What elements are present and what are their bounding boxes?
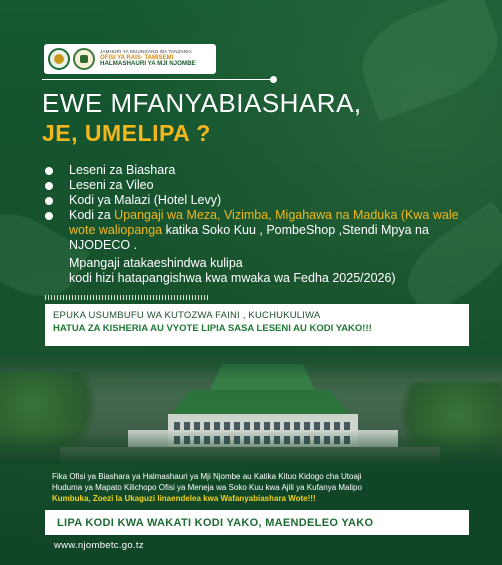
institution-header bbox=[44, 44, 216, 74]
list-item bbox=[45, 178, 465, 193]
hatch-decoration bbox=[45, 295, 210, 300]
footer-line: Fika Ofisi ya Biashara ya Halmashauri ya Mji Njombe au Katika Kituo Kidogo cha Utoaji bbox=[52, 472, 362, 481]
footer-reminder: Kumbuka, Zoezi la Ukaguzi linaendelea kwa Wafanyabiashara Wote!!! bbox=[52, 494, 316, 503]
slogan-banner bbox=[45, 510, 469, 535]
list-item-text: Kodi ya Malazi (Hotel Levy) bbox=[69, 193, 222, 207]
fee-list bbox=[45, 163, 465, 253]
footer-instructions bbox=[52, 471, 482, 504]
list-item-text: Leseni za Vileo bbox=[69, 178, 154, 192]
slogan-text: LIPA KODI KWA WAKATI KODI YAKO, MAENDELEO YAKO bbox=[57, 516, 374, 529]
header-text bbox=[100, 50, 196, 68]
note-line: Mpangaji atakaeshindwa kulipa bbox=[69, 256, 243, 270]
list-item bbox=[45, 208, 465, 253]
tenant-note bbox=[69, 256, 489, 286]
footer-line: Huduma ya Mapato Kilichopo Ofisi ya Meneja wa Soko Kuu kwa Ajili ya Kufanya Malipo bbox=[52, 483, 362, 492]
market-building-photo bbox=[0, 352, 502, 464]
warning-line: EPUKA USUMBUFU WA KUTOZWA FAINI , KUCHUKULIWA bbox=[53, 310, 321, 321]
leaf-decoration bbox=[349, 0, 502, 121]
bullet-icon bbox=[45, 182, 53, 190]
header-office: OFISI YA RAIS- TAMISEMI bbox=[100, 54, 174, 61]
list-item-text: Leseni za Biashara bbox=[69, 163, 176, 177]
header-council: HALMASHAURI YA MJI NJOMBE bbox=[100, 60, 196, 68]
warning-line-emphasis: HATUA ZA KISHERIA AU VYOTE LIPIA SASA LESENI AU KODI YAKO!!! bbox=[53, 323, 372, 334]
list-item bbox=[45, 193, 465, 208]
photo-overlay bbox=[0, 352, 502, 464]
note-line: kodi hizi hatapangishwa kwa mwaka wa Fedha 2025/2026) bbox=[69, 271, 396, 285]
list-item-prefix: Kodi za bbox=[69, 208, 115, 222]
bullet-icon bbox=[45, 167, 53, 175]
header-country: JAMHURI YA MUUNGANO WA TANZANIA bbox=[100, 48, 192, 54]
council-seal-icon bbox=[73, 48, 95, 70]
list-item bbox=[45, 163, 465, 178]
divider-line bbox=[42, 79, 272, 80]
divider-dot bbox=[270, 76, 277, 83]
headline: EWE MFANYABIASHARA, bbox=[42, 88, 362, 118]
subheadline: JE, UMELIPA ? bbox=[42, 120, 211, 146]
website-link[interactable]: www.njombetc.go.tz bbox=[54, 540, 144, 551]
bullet-icon bbox=[45, 212, 53, 220]
list-item-highlight: Upangaji wa Meza, Vizimba, Migahawa na Maduka (Kwa wale wote waliopanga bbox=[69, 208, 459, 237]
list-item-suffix: katika Soko Kuu , PombeShop ,Stendi Mpya na NJODECO . bbox=[69, 223, 429, 252]
coat-of-arms-icon bbox=[48, 48, 70, 70]
warning-box bbox=[45, 304, 469, 346]
bullet-icon bbox=[45, 197, 53, 205]
